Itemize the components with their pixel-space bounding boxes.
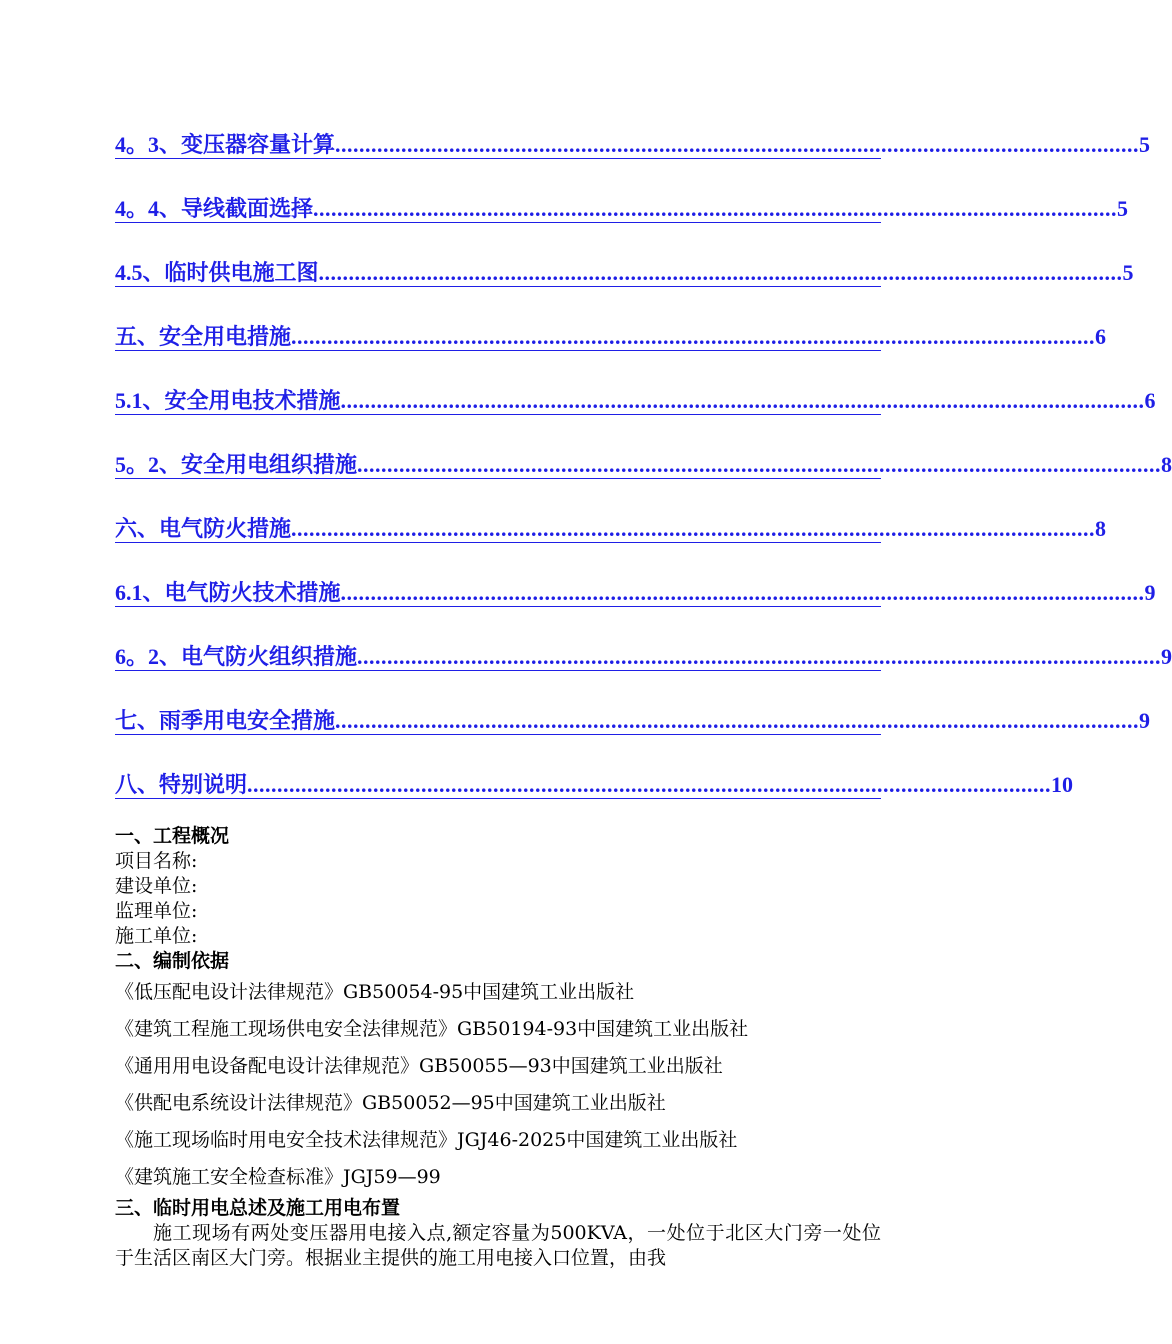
toc-entry-5-2[interactable] (115, 448, 1172, 479)
section-heading-power-layout: 三、临时用电总述及施工用电布置 (115, 1197, 401, 1219)
section-heading-basis: 二、编制依据 (115, 950, 230, 972)
section-heading-overview: 一、工程概况 (115, 825, 230, 847)
project-name-line: 项目名称: (115, 850, 198, 872)
toc-entry-title: 5。2、安全用电组织措施 (115, 452, 358, 477)
toc-leader-dots: ...................................................................................................................................... (335, 132, 1140, 157)
construction-unit-line: 建设单位: (115, 875, 198, 897)
toc-entry-title: 七、雨季用电安全措施 (115, 708, 336, 733)
toc-entry-7[interactable] (115, 704, 1151, 735)
reference-item: 《建筑工程施工现场供电安全法律规范》GB50194-93中国建筑工业出版社 (115, 1018, 749, 1040)
toc-leader-dots: ...................................................................................................................................... (335, 708, 1140, 733)
toc-entry-page: 9 (1144, 580, 1156, 605)
toc-entry-page: 5 (1122, 260, 1134, 285)
toc-entry-page: 9 (1139, 708, 1151, 733)
toc-entry-4-4[interactable] (115, 192, 1129, 223)
toc-entry-5[interactable] (115, 320, 1107, 351)
toc-entry-title: 4。3、变压器容量计算 (115, 132, 336, 157)
power-layout-paragraph: 施工现场有两处变压器用电接入点,额定容量为500KVA，一处位于北区大门旁一处位于生活区南区大门旁。根据业主提供的施工用电接入口位置，由我 (115, 1222, 881, 1269)
reference-item: 《通用用电设备配电设计法律规范》GB50055—93中国建筑工业出版社 (115, 1055, 723, 1077)
toc-entry-6[interactable] (115, 512, 1107, 543)
toc-entry-title: 八、特别说明 (115, 772, 248, 797)
toc-entry-page: 8 (1161, 452, 1172, 477)
toc-entry-4-3[interactable] (115, 128, 1151, 159)
document-body (115, 824, 881, 1271)
reference-item: 《低压配电设计法律规范》GB50054-95中国建筑工业出版社 (115, 981, 635, 1003)
reference-item: 《建筑施工安全检查标准》JGJ59—99 (115, 1166, 441, 1188)
toc-leader-dots: ...................................................................................................................................... (291, 516, 1096, 541)
toc-entry-page: 5 (1139, 132, 1151, 157)
toc-entry-6-2[interactable] (115, 640, 1172, 671)
toc-entry-6-1[interactable] (115, 576, 1156, 607)
toc-entry-page: 6 (1095, 324, 1107, 349)
toc-entry-title: 6。2、电气防火组织措施 (115, 644, 358, 669)
toc-entry-title: 5.1、安全用电技术措施 (115, 388, 341, 413)
toc-leader-dots: ...................................................................................................................................... (357, 452, 1162, 477)
toc-entry-page: 10 (1051, 772, 1074, 797)
toc-entry-title: 6.1、电气防火技术措施 (115, 580, 341, 605)
supervision-unit-line: 监理单位: (115, 900, 198, 922)
toc-entry-page: 6 (1144, 388, 1156, 413)
toc-leader-dots: ...................................................................................................................................... (357, 644, 1162, 669)
toc-entry-4-5[interactable] (115, 256, 1134, 287)
toc-leader-dots: ...................................................................................................................................... (340, 580, 1145, 605)
toc-leader-dots: ...................................................................................................................................... (247, 772, 1052, 797)
reference-item: 《供配电系统设计法律规范》GB50052—95中国建筑工业出版社 (115, 1092, 666, 1114)
toc-entry-title: 六、电气防火措施 (115, 516, 292, 541)
reference-item: 《施工现场临时用电安全技术法律规范》JGJ46-2025中国建筑工业出版社 (115, 1129, 738, 1151)
toc-entry-page: 8 (1095, 516, 1107, 541)
toc-leader-dots: ...................................................................................................................................... (313, 196, 1118, 221)
toc-leader-dots: ...................................................................................................................................... (318, 260, 1123, 285)
toc-entry-title: 五、安全用电措施 (115, 324, 292, 349)
toc-entry-page: 9 (1161, 644, 1172, 669)
toc-entry-title: 4。4、导线截面选择 (115, 196, 314, 221)
toc-entry-page: 5 (1117, 196, 1129, 221)
toc-entry-title: 4.5、临时供电施工图 (115, 260, 319, 285)
toc-leader-dots: ...................................................................................................................................... (291, 324, 1096, 349)
contractor-unit-line: 施工单位: (115, 925, 198, 947)
toc-entry-8[interactable] (115, 768, 1074, 799)
toc-entry-5-1[interactable] (115, 384, 1156, 415)
toc-leader-dots: ...................................................................................................................................... (340, 388, 1145, 413)
